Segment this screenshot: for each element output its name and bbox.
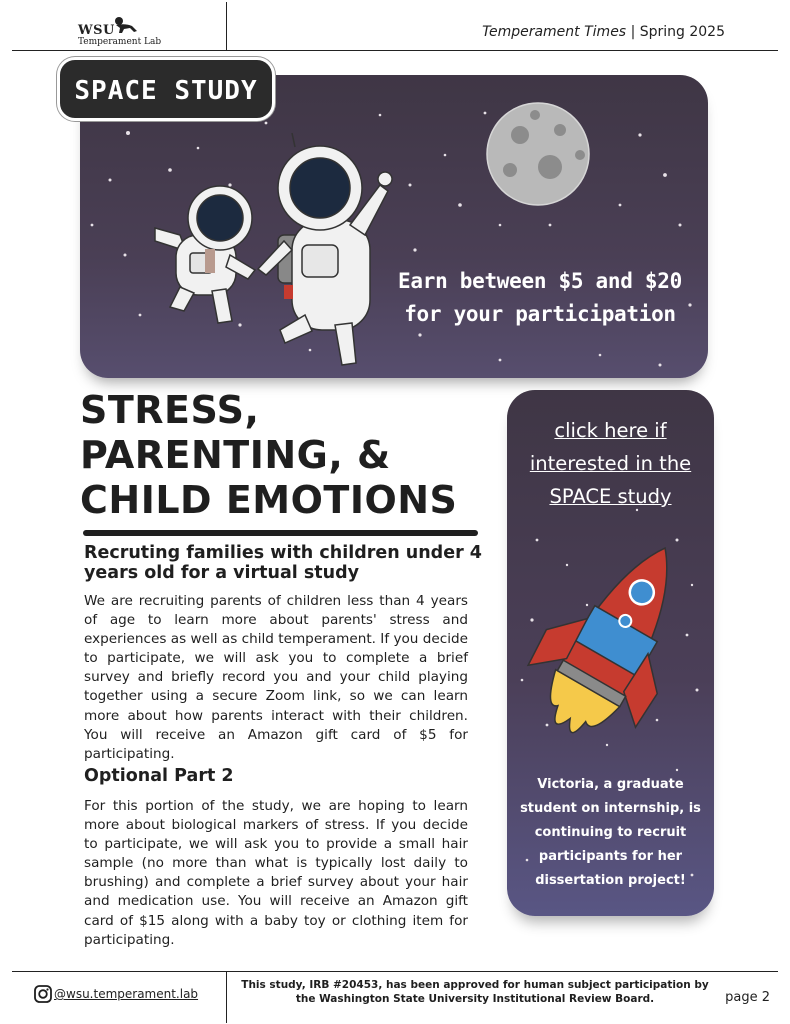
recruiter-note: Victoria, a graduate student on internship, is continuing to recruit participants for her dissertation project! xyxy=(520,777,701,888)
newsletter-title xyxy=(482,24,725,40)
newsletter-name: Temperament Times xyxy=(482,24,627,40)
headline-line-2: PARENTING, & xyxy=(80,433,391,477)
badge-label: SPACE STUDY xyxy=(74,76,258,106)
headline-rule xyxy=(83,530,478,536)
article-subhead: Recruting families with children under 4 years old for a virtual study xyxy=(84,543,482,583)
irb-approval-notice xyxy=(235,978,715,1006)
headline-line-1: STRESS, xyxy=(80,388,260,432)
logo-subtitle: Temperament Lab xyxy=(78,37,162,47)
issue-date: Spring 2025 xyxy=(639,24,725,40)
article-headline xyxy=(80,388,457,523)
earnings-callout xyxy=(380,265,700,331)
header-divider-vertical xyxy=(226,2,227,51)
space-study-badge xyxy=(57,57,275,121)
earnings-line-2: for your participation xyxy=(404,302,676,326)
sidebar-card xyxy=(507,390,714,916)
instagram-handle-link[interactable]: @wsu.temperament.lab xyxy=(54,987,199,1001)
space-study-interest-link[interactable] xyxy=(507,414,714,513)
headline-line-3: CHILD EMOTIONS xyxy=(80,478,458,522)
small-astronaut xyxy=(155,186,255,323)
study-description: We are recruiting parents of children less than 4 years of age to learn more about parents' stress and experiences as well as child temperament. If you decide to participate, we will ask you to complete a brief survey and briefly record you and your child playing together using a secure Zoom link, so we can learn more about how parents interact with their children. You will receive an Amazon gift card of $5 for participating. xyxy=(84,593,468,762)
footer-divider xyxy=(12,971,778,972)
earnings-line-1: Earn between $5 and $20 xyxy=(398,269,682,293)
lab-logo xyxy=(70,14,170,48)
instagram-icon[interactable] xyxy=(34,985,52,1003)
large-astronaut xyxy=(258,133,392,365)
link-line-2[interactable]: interested in the xyxy=(529,452,692,475)
irb-line-1: This study, IRB #20453, has been approved for human subject participation by xyxy=(241,979,709,991)
optional-part-heading: Optional Part 2 xyxy=(84,766,234,786)
header-divider xyxy=(12,50,778,51)
link-line-1[interactable]: click here if xyxy=(554,419,667,442)
title-separator: | xyxy=(630,24,636,40)
link-line-3[interactable]: SPACE study xyxy=(549,485,672,508)
page-number: page 2 xyxy=(725,990,770,1005)
irb-line-2: the Washington State University Institutional Review Board. xyxy=(295,993,655,1005)
logo-wordmark: WSU xyxy=(78,23,115,38)
rocket xyxy=(508,517,714,760)
footer-divider-vertical xyxy=(226,971,227,1023)
optional-part-description: For this portion of the study, we are hoping to learn more about biological markers of stress. If you decide to participate, we will ask you to provide a small hair sample (no more than what is typically lost daily to brushing) and complete a brief survey about your hair and medication use. You will receive an Amazon gift card of $15 along with a baby toy or clothing item for participating. xyxy=(84,798,468,948)
